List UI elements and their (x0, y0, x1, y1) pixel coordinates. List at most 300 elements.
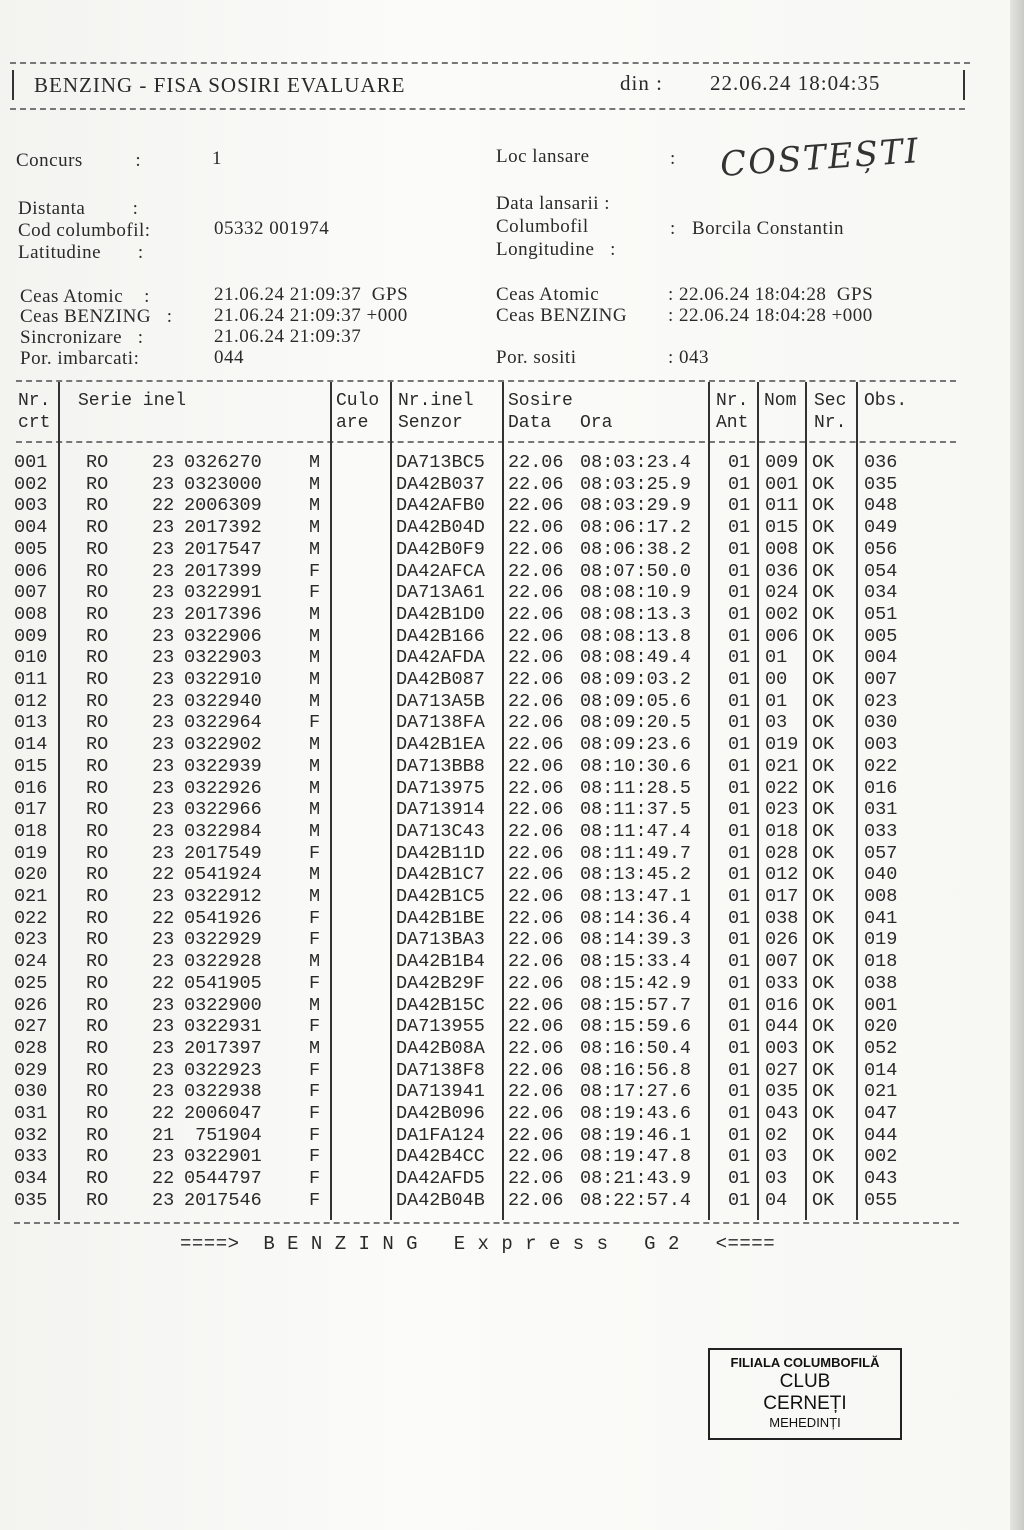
cell-senzor: DA42B1C7 (396, 864, 485, 886)
cell-nr: 0322929 (184, 929, 262, 951)
cell-ora: 08:19:43.6 (580, 1103, 692, 1124)
cell-data: 22.06 (508, 864, 564, 886)
cell-nr: 0541905 (184, 972, 262, 994)
cell-sex: M (309, 951, 321, 973)
cell-an: 22 (152, 972, 175, 994)
cell-tara: RO (86, 1146, 109, 1168)
cell-senzor: DA42AFB0 (396, 495, 485, 517)
cell-senzor: DA42B0F9 (396, 538, 485, 560)
cell-crt: 032 (14, 1124, 48, 1146)
table-row (0, 864, 1024, 886)
cell-tara: RO (86, 820, 109, 842)
table-row (0, 756, 1024, 778)
cell-ora: 08:15:59.6 (580, 1016, 692, 1038)
loc-lansare-colon: : (670, 148, 676, 169)
cell-sec: OK (812, 864, 835, 886)
table-row (0, 1146, 1024, 1168)
cell-sec: OK (812, 1146, 835, 1168)
cell-sec: OK (812, 473, 835, 495)
cell-nom: 007 (765, 951, 799, 973)
cell-crt: 022 (14, 907, 48, 929)
cell-crt: 020 (14, 864, 48, 886)
col-header-sosire: Sosire (508, 391, 573, 411)
cell-sex: F (309, 842, 321, 864)
cell-ora: 08:11:37.5 (580, 799, 692, 821)
table-header-rule (16, 441, 956, 443)
cell-data: 22.06 (508, 582, 564, 604)
cell-data: 22.06 (508, 625, 564, 647)
cell-nr: 0323000 (184, 473, 262, 495)
cell-data: 22.06 (508, 712, 564, 734)
cell-nr: 0322902 (184, 734, 262, 756)
ceas-atomic-right-value: : 22.06.24 18:04:28 GPS (668, 284, 874, 305)
cell-data: 22.06 (508, 1168, 564, 1190)
header-bottom-rule (10, 108, 965, 110)
table-row (0, 669, 1024, 691)
cell-an: 23 (152, 647, 175, 669)
table-row (0, 1016, 1024, 1038)
col-header-sosire-ora: Ora (580, 413, 613, 433)
table-row (0, 799, 1024, 821)
cell-sex: M (309, 777, 321, 799)
cell-ant: 01 (728, 1189, 751, 1211)
cell-nr: 2006047 (184, 1103, 262, 1124)
cell-obs: 047 (864, 1103, 898, 1124)
col-header-sec-2: Nr. (814, 413, 847, 433)
cell-tara: RO (86, 734, 109, 756)
table-row (0, 539, 1024, 561)
cell-crt: 029 (14, 1059, 48, 1081)
cell-ant: 01 (728, 1146, 751, 1168)
cell-ora: 08:09:20.5 (580, 712, 692, 734)
cell-crt: 024 (14, 951, 48, 973)
cell-ora: 08:08:49.4 (580, 647, 692, 669)
cell-an: 23 (152, 1081, 175, 1103)
cell-nr: 0322906 (184, 625, 262, 647)
cell-an: 23 (152, 1189, 175, 1211)
concurs-value: 1 (212, 148, 222, 169)
cell-tara: RO (86, 669, 109, 690)
por-imbarcati-label: Por. imbarcati: (20, 348, 140, 369)
ceas-benzing-right-label: Ceas BENZING (496, 305, 628, 326)
cell-sec: OK (812, 690, 835, 712)
col-header-nr-ant-2: Ant (716, 413, 749, 433)
cell-ant: 01 (728, 690, 751, 712)
cell-senzor: DA713975 (396, 777, 485, 799)
cell-an: 23 (152, 538, 175, 560)
cell-senzor: DA713BA3 (396, 929, 485, 951)
cell-nom: 018 (765, 820, 799, 842)
col-header-nr-crt-1: Nr. (18, 391, 51, 411)
cell-data: 22.06 (508, 538, 564, 560)
cell-ant: 01 (728, 582, 751, 604)
cell-sec: OK (812, 538, 835, 560)
cell-ant: 01 (728, 929, 751, 951)
cell-nr: 2006309 (184, 495, 262, 517)
cell-tara: RO (86, 1168, 109, 1190)
sincronizare-value: 21.06.24 21:09:37 (214, 326, 362, 347)
cell-sec: OK (812, 886, 835, 907)
por-imbarcati-value: 044 (214, 347, 244, 368)
cell-an: 23 (152, 625, 175, 647)
cell-tara: RO (86, 473, 109, 495)
cell-senzor: DA42B096 (396, 1103, 485, 1124)
cell-nom: 028 (765, 842, 799, 864)
report-date-value: 22.06.24 18:04:35 (710, 71, 881, 95)
cell-sex: M (309, 625, 321, 647)
cell-tara: RO (86, 842, 109, 864)
cell-crt: 013 (14, 712, 48, 734)
cell-sex: F (309, 712, 321, 734)
cell-sex: F (309, 1016, 321, 1038)
cell-ant: 01 (728, 972, 751, 994)
cell-tara: RO (86, 1124, 109, 1146)
ceas-atomic-right-label: Ceas Atomic (496, 284, 600, 305)
sincronizare-label: Sincronizare : (20, 327, 144, 348)
cell-crt: 018 (14, 820, 48, 842)
cell-an: 23 (152, 1016, 175, 1038)
cell-ant: 01 (728, 820, 751, 842)
cell-ant: 01 (728, 473, 751, 495)
cell-tara: RO (86, 1016, 109, 1038)
cell-ant: 01 (728, 842, 751, 864)
cell-nr: 0322939 (184, 755, 262, 777)
cell-nr: 0322903 (184, 647, 262, 669)
cell-sex: M (309, 669, 321, 690)
header-top-rule (10, 62, 970, 64)
cell-senzor: DA42B4CC (396, 1146, 485, 1168)
cell-obs: 049 (864, 517, 898, 539)
cell-nr: 2017396 (184, 603, 262, 625)
cell-crt: 003 (14, 495, 48, 517)
col-header-culoare-2: are (336, 413, 369, 433)
cell-ant: 01 (728, 755, 751, 777)
cell-ant: 01 (728, 799, 751, 821)
stamp-line-1: FILIALA COLUMBOFILĂ (730, 1355, 880, 1370)
report-date-label: din : (620, 71, 663, 95)
cell-tara: RO (86, 603, 109, 625)
cell-senzor: DA713A61 (396, 582, 485, 604)
cell-tara: RO (86, 517, 109, 539)
cell-tara: RO (86, 864, 109, 886)
cell-obs: 051 (864, 603, 898, 625)
cell-ant: 01 (728, 1059, 751, 1081)
cell-crt: 009 (14, 625, 48, 647)
cell-obs: 044 (864, 1124, 898, 1146)
cell-crt: 026 (14, 994, 48, 1016)
cell-crt: 015 (14, 755, 48, 777)
cell-an: 23 (152, 1037, 175, 1059)
cell-nr: 0322900 (184, 994, 262, 1016)
cell-sec: OK (812, 1124, 835, 1146)
table-row (0, 1190, 1024, 1212)
table-row (0, 712, 1024, 734)
cell-data: 22.06 (508, 473, 564, 495)
cell-an: 23 (152, 1059, 175, 1081)
cell-data: 22.06 (508, 1059, 564, 1081)
cell-ora: 08:13:47.1 (580, 886, 692, 907)
cell-ant: 01 (728, 560, 751, 582)
columbofil-label: Columbofil (496, 216, 589, 237)
cell-nr: 0322923 (184, 1059, 262, 1081)
stamp-line-3: CERNEȚI (763, 1393, 847, 1414)
cell-tara: RO (86, 647, 109, 669)
cell-data: 22.06 (508, 560, 564, 582)
cell-crt: 010 (14, 647, 48, 669)
cell-senzor: DA42B087 (396, 669, 485, 690)
cell-nom: 02 (765, 1124, 788, 1146)
cell-nom: 016 (765, 994, 799, 1016)
cell-an: 23 (152, 929, 175, 951)
header-right-bar (963, 70, 965, 100)
cell-obs: 007 (864, 669, 898, 690)
cell-tara: RO (86, 560, 109, 582)
cell-crt: 023 (14, 929, 48, 951)
cell-ant: 01 (728, 452, 751, 473)
cell-sec: OK (812, 1037, 835, 1059)
cell-data: 22.06 (508, 994, 564, 1016)
cell-sex: F (309, 1081, 321, 1103)
table-row (0, 973, 1024, 995)
cell-data: 22.06 (508, 495, 564, 517)
cell-data: 22.06 (508, 734, 564, 756)
cell-an: 22 (152, 907, 175, 929)
cell-sec: OK (812, 1081, 835, 1103)
cell-senzor: DA713C43 (396, 820, 485, 842)
cell-nom: 012 (765, 864, 799, 886)
cell-obs: 019 (864, 929, 898, 951)
cell-obs: 030 (864, 712, 898, 734)
cell-crt: 012 (14, 690, 48, 712)
cell-ora: 08:09:23.6 (580, 734, 692, 756)
cell-sex: M (309, 799, 321, 821)
cell-sec: OK (812, 929, 835, 951)
table-row (0, 582, 1024, 604)
cell-obs: 003 (864, 734, 898, 756)
cell-obs: 021 (864, 1081, 898, 1103)
cell-sex: F (309, 582, 321, 604)
cell-data: 22.06 (508, 1081, 564, 1103)
cell-sex: M (309, 647, 321, 669)
header-left-bar (12, 70, 14, 100)
cell-an: 23 (152, 734, 175, 756)
cell-sec: OK (812, 712, 835, 734)
cell-nr: 0322931 (184, 1016, 262, 1038)
cell-nom: 04 (765, 1189, 788, 1211)
cell-nr: 751904 (184, 1124, 262, 1146)
cell-obs: 054 (864, 560, 898, 582)
cell-data: 22.06 (508, 647, 564, 669)
cell-an: 23 (152, 777, 175, 799)
cell-ant: 01 (728, 1037, 751, 1059)
cell-ant: 01 (728, 886, 751, 907)
data-lansarii-label: Data lansarii : (496, 193, 611, 214)
cell-nr: 0322926 (184, 777, 262, 799)
cell-senzor: DA42B166 (396, 625, 485, 647)
cell-ora: 08:13:45.2 (580, 864, 692, 886)
cell-ora: 08:08:13.8 (580, 625, 692, 647)
cell-sec: OK (812, 603, 835, 625)
ceas-atomic-left-value: 21.06.24 21:09:37 GPS (214, 284, 409, 305)
cell-ora: 08:06:38.2 (580, 538, 692, 560)
cell-sec: OK (812, 625, 835, 647)
cell-senzor: DA42B04B (396, 1189, 485, 1211)
cell-tara: RO (86, 538, 109, 560)
cell-data: 22.06 (508, 820, 564, 842)
cell-an: 23 (152, 842, 175, 864)
cell-nom: 01 (765, 647, 788, 669)
table-row (0, 1081, 1024, 1103)
cell-an: 23 (152, 1146, 175, 1168)
table-top-rule (16, 380, 956, 382)
cell-obs: 002 (864, 1146, 898, 1168)
table-row (0, 778, 1024, 800)
cell-ora: 08:15:33.4 (580, 951, 692, 973)
cell-senzor: DA42B08A (396, 1037, 485, 1059)
cell-nr: 0541924 (184, 864, 262, 886)
report-title: BENZING - FISA SOSIRI EVALUARE (34, 73, 406, 97)
cell-ant: 01 (728, 864, 751, 886)
cell-senzor: DA42B04D (396, 517, 485, 539)
cell-an: 22 (152, 1168, 175, 1190)
cell-data: 22.06 (508, 929, 564, 951)
cell-nom: 009 (765, 452, 799, 473)
cell-sec: OK (812, 1168, 835, 1190)
cell-data: 22.06 (508, 799, 564, 821)
cell-nom: 01 (765, 690, 788, 712)
cell-ora: 08:09:05.6 (580, 690, 692, 712)
cell-tara: RO (86, 755, 109, 777)
cell-ora: 08:11:49.7 (580, 842, 692, 864)
cell-data: 22.06 (508, 777, 564, 799)
cell-tara: RO (86, 1103, 109, 1124)
cell-crt: 025 (14, 972, 48, 994)
cell-nom: 044 (765, 1016, 799, 1038)
cell-crt: 011 (14, 669, 48, 690)
cell-crt: 035 (14, 1189, 48, 1211)
cod-columbofil-value: 05332 001974 (214, 218, 330, 239)
cell-nom: 021 (765, 755, 799, 777)
cell-tara: RO (86, 1037, 109, 1059)
cell-senzor: DA42B1C5 (396, 886, 485, 907)
cell-sex: F (309, 560, 321, 582)
cell-tara: RO (86, 690, 109, 712)
cell-nr: 0322938 (184, 1081, 262, 1103)
cell-nr: 0541926 (184, 907, 262, 929)
cell-senzor: DA42AFCA (396, 560, 485, 582)
cell-sex: M (309, 452, 321, 473)
cell-sex: F (309, 929, 321, 951)
col-header-sosire-data: Data (508, 413, 552, 433)
cell-tara: RO (86, 712, 109, 734)
cell-tara: RO (86, 972, 109, 994)
cell-nom: 03 (765, 1146, 788, 1168)
cell-senzor: DA42B11D (396, 842, 485, 864)
table-row (0, 821, 1024, 843)
cell-sec: OK (812, 669, 835, 690)
cell-senzor: DA42B29F (396, 972, 485, 994)
table-row (0, 995, 1024, 1017)
cell-nr: 0326270 (184, 452, 262, 473)
cell-nom: 03 (765, 712, 788, 734)
cell-ant: 01 (728, 1124, 751, 1146)
cell-ora: 08:14:39.3 (580, 929, 692, 951)
cell-ant: 01 (728, 1016, 751, 1038)
cell-sex: F (309, 1168, 321, 1190)
cell-senzor: DA42B15C (396, 994, 485, 1016)
cell-nr: 0322991 (184, 582, 262, 604)
cell-senzor: DA713914 (396, 799, 485, 821)
cell-tara: RO (86, 625, 109, 647)
cell-nom: 015 (765, 517, 799, 539)
cell-ant: 01 (728, 777, 751, 799)
cell-data: 22.06 (508, 842, 564, 864)
cell-obs: 057 (864, 842, 898, 864)
cell-sex: M (309, 734, 321, 756)
cell-an: 23 (152, 886, 175, 907)
table-row (0, 452, 1024, 474)
cell-nom: 011 (765, 495, 799, 517)
cell-sex: F (309, 1146, 321, 1168)
cell-nom: 002 (765, 603, 799, 625)
cell-sex: F (309, 1124, 321, 1146)
cell-sec: OK (812, 1189, 835, 1211)
cell-an: 23 (152, 582, 175, 604)
cell-data: 22.06 (508, 1037, 564, 1059)
cell-obs: 014 (864, 1059, 898, 1081)
cell-sex: M (309, 538, 321, 560)
cell-senzor: DA713BB8 (396, 755, 485, 777)
cell-sec: OK (812, 907, 835, 929)
col-header-serie-inel: Serie inel (78, 391, 187, 411)
cell-ora: 08:14:36.4 (580, 907, 692, 929)
cell-senzor: DA713BC5 (396, 452, 485, 473)
cell-an: 23 (152, 690, 175, 712)
cell-nom: 008 (765, 538, 799, 560)
cell-nom: 023 (765, 799, 799, 821)
cell-obs: 056 (864, 538, 898, 560)
cell-ora: 08:08:10.9 (580, 582, 692, 604)
cell-sex: F (309, 1059, 321, 1081)
cell-ora: 08:11:28.5 (580, 777, 692, 799)
table-row (0, 604, 1024, 626)
cell-obs: 048 (864, 495, 898, 517)
cell-obs: 004 (864, 647, 898, 669)
cell-nr: 2017549 (184, 842, 262, 864)
cell-sec: OK (812, 799, 835, 821)
cell-nom: 00 (765, 669, 788, 690)
cell-nom: 001 (765, 473, 799, 495)
columbofil-value: Borcila Constantin (692, 218, 845, 239)
cell-nom: 019 (765, 734, 799, 756)
cell-sex: M (309, 820, 321, 842)
cell-an: 22 (152, 495, 175, 517)
cell-nr: 2017392 (184, 517, 262, 539)
cell-crt: 034 (14, 1168, 48, 1190)
longitudine-label: Longitudine : (496, 239, 616, 260)
cell-sex: M (309, 864, 321, 886)
cell-data: 22.06 (508, 886, 564, 907)
cell-obs: 022 (864, 755, 898, 777)
cell-ora: 08:09:03.2 (580, 669, 692, 690)
cell-ant: 01 (728, 1081, 751, 1103)
table-row (0, 647, 1024, 669)
cell-sex: F (309, 1189, 321, 1211)
cell-tara: RO (86, 777, 109, 799)
cell-an: 23 (152, 994, 175, 1016)
cell-crt: 005 (14, 538, 48, 560)
table-row (0, 929, 1024, 951)
